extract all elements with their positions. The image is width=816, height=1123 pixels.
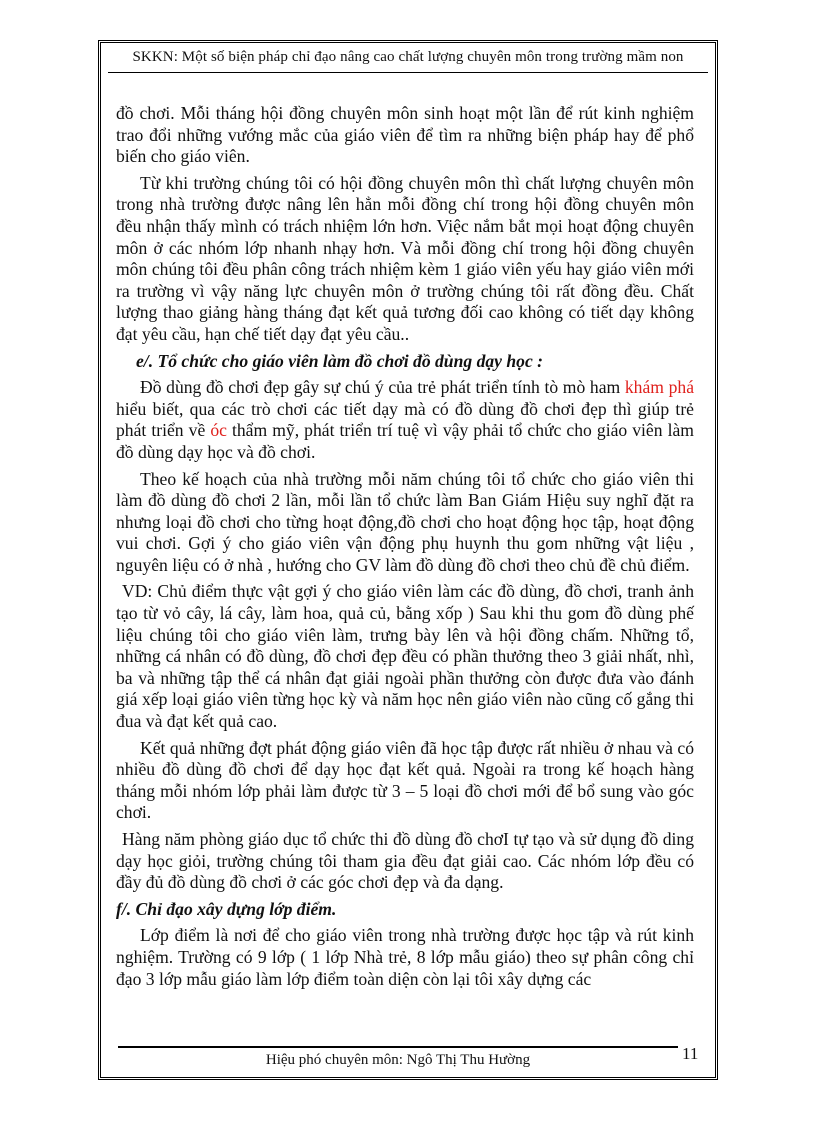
- paragraph-3: [116, 377, 694, 463]
- highlight-oc: óc: [210, 420, 227, 441]
- section-heading-f: f/. Chỉ đạo xây dựng lớp điểm.: [116, 898, 337, 919]
- document-body: [116, 103, 694, 995]
- paragraph-6: Kết quả những đợt phát động giáo viên đã học tập được rất nhiều ở nhau và có nhiều đồ dùng đồ chơi để dạy học đạt kết quả. Ngoài ra trong kế hoạch hàng tháng mỗi nhóm lớp phải làm được từ 3 – 5 loại đồ chơi mới để bổ sung vào góc chơi.: [116, 737, 694, 823]
- paragraph-1: đồ chơi. Mỗi tháng hội đồng chuyên môn sinh hoạt một lần để rút kinh nghiệm trao đổi những vướng mắc của giáo viên để tìm ra những biện pháp hay để phổ biến cho giáo viên.: [116, 103, 694, 167]
- footer-divider: [118, 1046, 678, 1048]
- paragraph-5: VD: Chủ điểm thực vật gợi ý cho giáo viên làm các đồ dùng, đồ chơi, tranh ảnh tạo từ vỏ cây, lá cây, làm hoa, quả củ, bằng xốp ) Sau khi thu gom đồ dùng phế liệu chúng tôi cho giáo viên làm, trưng bày lên và hội đồng chấm. Những tổ, những cá nhân có đồ dùng, đồ chơi đẹp đều có phần thưởng theo 3 giải nhất, nhì, ba và những tập thể cá nhân đạt giải ngoài phần thưởng còn được đưa vào đánh giá xếp loại giáo viên từng học kỳ và năm học nên giáo viên nào cũng cố gắng thi đua và đạt kết quả cao.: [116, 581, 694, 732]
- paragraph-7: Hàng năm phòng giáo dục tổ chức thi đồ dùng đồ chơI tự tạo và sử dụng đồ ding dạy học giỏi, trường chúng tôi tham gia đều đạt giải cao. Các nhóm lớp đều có đầy đủ đồ dùng đồ chơi ở các góc chơi đẹp và đa dạng.: [116, 829, 694, 893]
- section-heading-e: e/. Tổ chức cho giáo viên làm đồ chơi đồ dùng dạy học :: [136, 350, 544, 371]
- page-number: 11: [682, 1044, 699, 1063]
- paragraph-4: Theo kế hoạch của nhà trường mỗi năm chúng tôi tổ chức cho giáo viên thi làm đồ dùng đồ chơi 2 lần, mỗi lần tổ chức làm Ban Giám Hiệu suy nghĩ đặt ra nhưng loại đồ chơi cho từng hoạt động,đồ chơi cho hoạt động học tập, hoạt động vui chơi. Gợi ý cho giáo viên vận động phụ huynh thu gom những vật liệu , nguyên liệu có ở nhà , hướng cho GV làm đồ dùng đồ chơi theo chủ đề chủ điểm.: [116, 468, 694, 575]
- running-header: SKKN: Một số biện pháp chỉ đạo nâng cao chất lượng chuyên môn trong trường mầm non: [132, 49, 684, 65]
- highlight-kham-pha: khám phá: [624, 377, 695, 398]
- header-divider: [108, 72, 708, 73]
- paragraph-3-part-b: hiểu biết, qua các trò chơi các tiết dạy mà có đồ dùng đồ chơi đẹp thì giúp trẻ phát triển về: [116, 398, 694, 441]
- paragraph-2: Từ khi trường chúng tôi có hội đồng chuyên môn thì chất lượng chuyên môn trong nhà trường được nâng lên hẳn mỗi đồng chí trong hội đồng chuyên môn đều nhận thấy mình có trách nhiệm lớn hơn. Việc nắm bắt mọi hoạt động chuyên môn ở các nhóm lớp nhanh nhạy hơn. Và mỗi đồng chí trong hội đồng chuyên môn chúng tôi đều phân công trách nhiệm kèm 1 giáo viên yếu hay giáo viên mới ra trường vì vậy năng lực chuyên môn ở trường chúng tôi rất đồng đều. Chất lượng thao giảng hàng tháng đạt kết quả tương đối cao không có tiết dạy không đạt yêu cầu, hạn chế tiết dạy đạt yêu cầu..: [116, 172, 694, 344]
- paragraph-3-part-a: Đồ dùng đồ chơi đẹp gây sự chú ý của trẻ phát triển tính tò mò ham: [140, 377, 625, 398]
- paragraph-8: Lớp điểm là nơi để cho giáo viên trong nhà trường được học tập và rút kinh nghiệm. Trường có 9 lớp ( 1 lớp Nhà trẻ, 8 lớp mẫu giáo) theo sự phân công chỉ đạo 3 lớp mẫu giáo làm lớp điểm toàn diện còn lại tôi xây dựng các: [116, 925, 694, 989]
- paragraph-3-part-c: thẩm mỹ, phát triển trí tuệ vì vậy phải tổ chức cho giáo viên làm đồ dùng dạy học và đồ chơi.: [116, 420, 694, 462]
- footer-author: Hiệu phó chuyên môn: Ngô Thị Thu Hường: [265, 1052, 531, 1068]
